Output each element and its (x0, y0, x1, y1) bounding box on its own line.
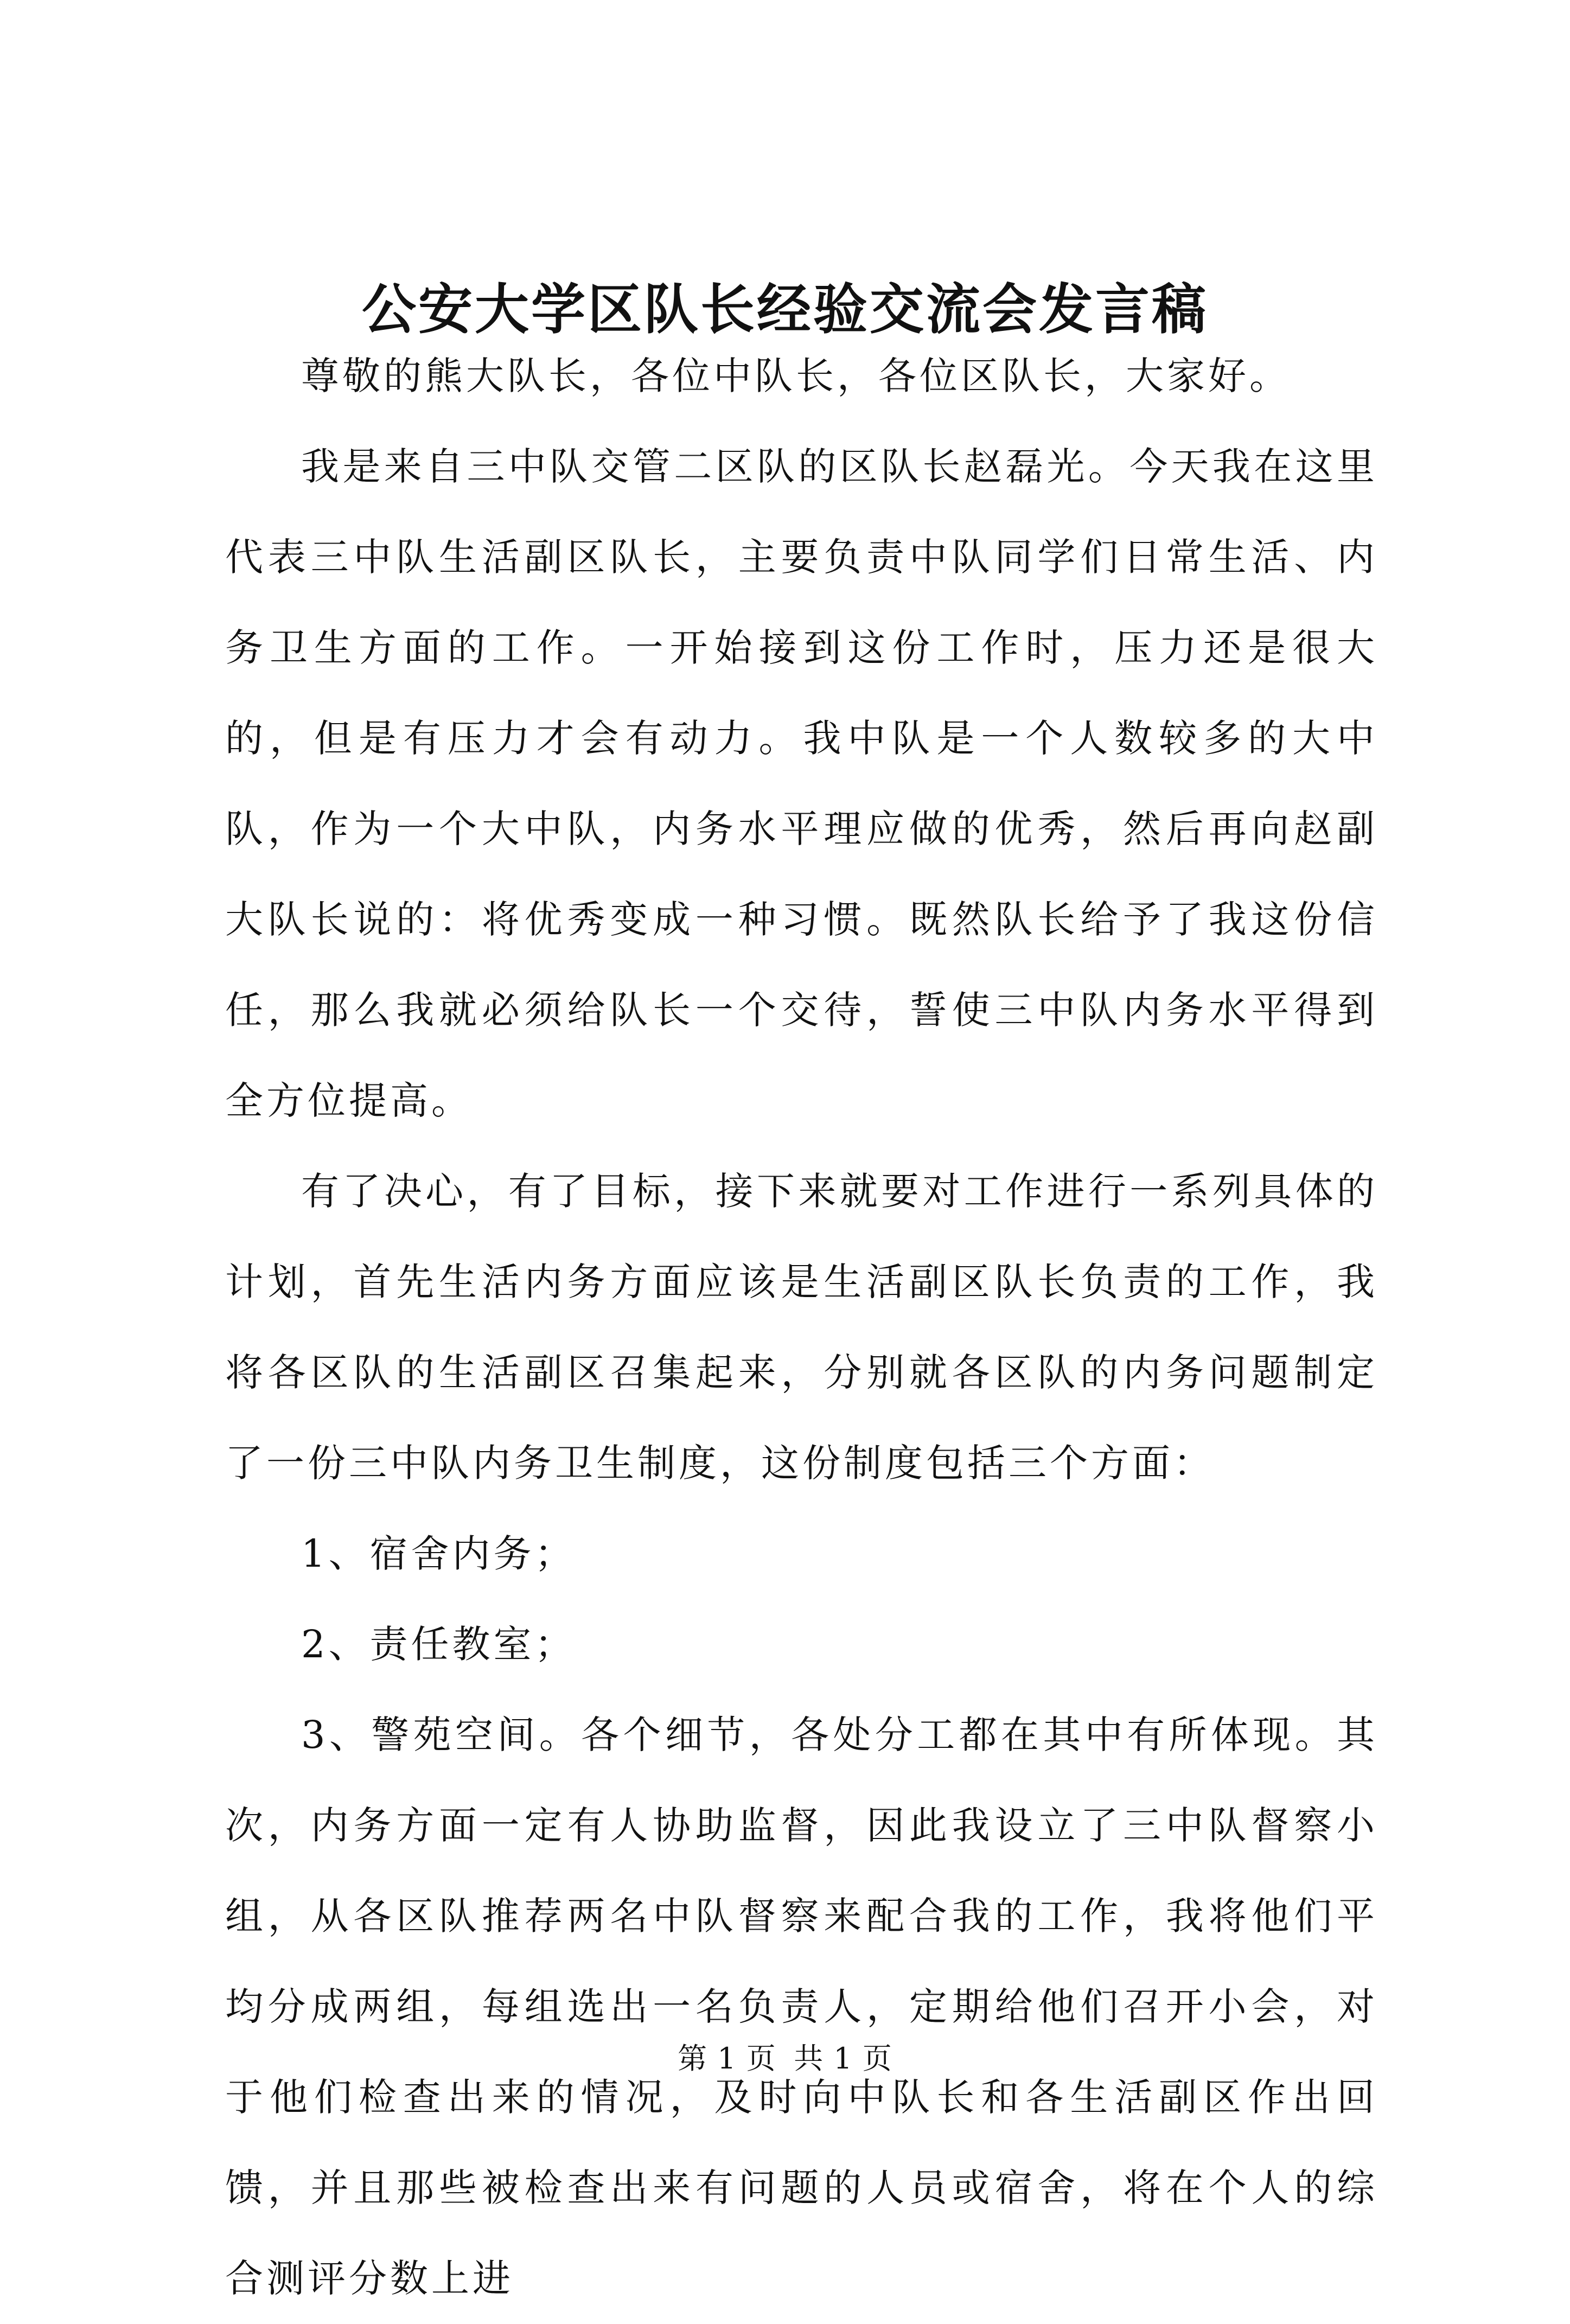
paragraph-introduction: 我是来自三中队交管二区队的区队长赵磊光。今天我在这里代表三中队生活副区队长，主要负责中队同学们日常生活、内务卫生方面的工作。一开始接到这份工作时，压力还是很大的，但是有压力才会有动力。我中队是一个人数较多的大中队，作为一个大中队，内务水平理应做的优秀，然后再向赵副大队长说的：将优秀变成一种习惯。既然队长给予了我这份信任，那么我就必须给队长一个交待，誓使三中队内务水平得到全方位提高。 (225, 444, 1378, 1123)
document-title: 公安大学区队长经验交流会发言稿 (362, 277, 1208, 341)
page-total: 共 1 页 (794, 2041, 892, 2076)
page-footer (0, 2037, 1570, 2080)
paragraph-list-item-3: 3、警苑空间。各个细节，各处分工都在其中有所体现。其次，内务方面一定有人协助监督，因此我设立了三中队督察小组，从各区队推荐两名中队督察来配合我的工作，我将他们平均分成两组，每组选出一名负责人，定期给他们召开小会，对于他们检查出来的情况，及时向中队长和各生活副区作出回馈，并且那些被检查出来有问题的人员或宿舍，将在个人的综合测评分数上进 (225, 1713, 1378, 2301)
paragraph-greeting: 尊敬的熊大队长，各位中队长，各位区队长，大家好。 (301, 354, 1291, 398)
page-number: 第 1 页 (678, 2041, 776, 2076)
document-body (225, 331, 1378, 2324)
paragraph-list-item-2: 2、责任教室； (301, 1622, 576, 1667)
paragraph-list-item-1: 1、宿舍内务； (301, 1531, 576, 1576)
paragraph-plan: 有了决心，有了目标，接下来就要对工作进行一系列具体的计划，首先生活内务方面应该是生活副区队长负责的工作，我将各区队的生活副区召集起来，分别就各区队的内务问题制定了一份三中队内务卫生制度，这份制度包括三个方面： (225, 1169, 1378, 1485)
